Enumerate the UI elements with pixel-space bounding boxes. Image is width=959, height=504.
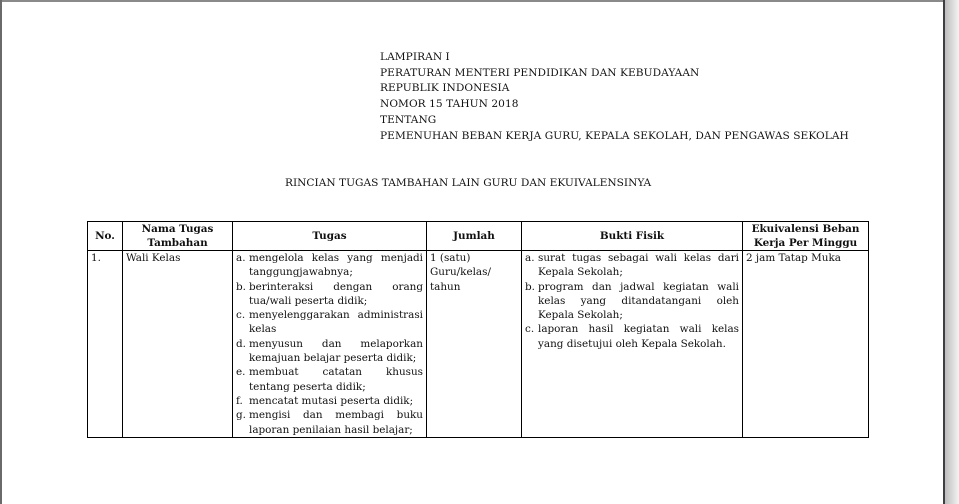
list-marker: c. — [236, 309, 246, 322]
list-item — [236, 308, 423, 337]
list-marker: g. — [236, 409, 246, 422]
list-text: menyelenggarakan administrasi kelas — [249, 309, 423, 336]
cell-tugas — [233, 251, 427, 438]
cell-bukti-fisik — [522, 251, 743, 438]
list-marker: e. — [236, 366, 246, 379]
list-item — [525, 280, 739, 323]
table-row — [88, 251, 869, 438]
header-no: No. — [88, 222, 123, 251]
list-item — [525, 251, 739, 280]
header-line: NOMOR 15 TAHUN 2018 — [380, 98, 519, 111]
list-text: mencatat mutasi peserta didik; — [249, 394, 414, 407]
list-marker: a. — [525, 252, 535, 264]
list-text: menyusun dan melaporkan kemajuan belajar peserta didik; — [249, 337, 423, 365]
cell-ekuivalensi: 2 jam Tatap Muka — [743, 251, 869, 438]
list-text: mengisi dan membagi buku laporan penilaian hasil belajar; — [249, 409, 423, 436]
header-bukti-fisik: Bukti Fisik — [522, 222, 743, 251]
page-shadow — [945, 0, 959, 504]
list-item — [236, 408, 423, 437]
attachment-header — [380, 50, 849, 144]
header-nama-tugas: Nama Tugas Tambahan — [123, 222, 233, 251]
tugas-list — [236, 251, 423, 437]
list-marker: b. — [236, 280, 246, 293]
header-ekuivalensi: Ekuivalensi Beban Kerja Per Minggu — [743, 222, 869, 251]
list-marker: a. — [236, 252, 246, 264]
list-item — [236, 251, 423, 280]
list-item — [236, 394, 423, 408]
list-text: program dan jadwal kegiatan wali kelas yang ditandatangani oleh Kepala Sekolah; — [538, 280, 739, 322]
list-text: surat tugas sebagai wali kelas dari Kepala Sekolah; — [538, 252, 739, 279]
tasks-table — [87, 221, 869, 438]
document-title: RINCIAN TUGAS TAMBAHAN LAIN GURU DAN EKUIVALENSINYA — [285, 177, 652, 189]
header-line: PEMENUHAN BEBAN KERJA GURU, KEPALA SEKOLAH, DAN PENGAWAS SEKOLAH — [380, 129, 849, 142]
list-item — [236, 365, 423, 394]
cell-jumlah: 1 (satu) Guru/kelas/ tahun — [427, 251, 522, 438]
header-jumlah: Jumlah — [427, 222, 522, 251]
page-top-edge — [0, 0, 959, 2]
list-marker: c. — [525, 323, 535, 336]
list-marker: d. — [236, 337, 246, 350]
list-item — [525, 322, 739, 351]
list-item — [236, 337, 423, 366]
header-line: REPUBLIK INDONESIA — [380, 82, 510, 95]
header-line: LAMPIRAN I — [380, 51, 450, 63]
header-line: TENTANG — [380, 113, 437, 126]
page-left-edge — [0, 0, 2, 504]
list-item — [236, 280, 423, 309]
table-header-row — [88, 222, 869, 251]
cell-nama-tugas: Wali Kelas — [123, 251, 233, 438]
header-line: PERATURAN MENTERI PENDIDIKAN DAN KEBUDAYAAN — [380, 66, 700, 79]
list-text: mengelola kelas yang menjadi tanggungjawabnya; — [249, 252, 423, 279]
header-tugas: Tugas — [233, 222, 427, 251]
list-marker: f. — [236, 394, 243, 407]
list-text: berinteraksi dengan orang tua/wali peserta didik; — [249, 280, 423, 307]
bukti-list — [525, 251, 739, 351]
cell-no: 1. — [88, 251, 123, 438]
list-text: membuat catatan khusus tentang peserta didik; — [249, 366, 423, 393]
list-text: laporan hasil kegiatan wali kelas yang disetujui oleh Kepala Sekolah. — [538, 323, 739, 350]
list-marker: b. — [525, 280, 535, 293]
